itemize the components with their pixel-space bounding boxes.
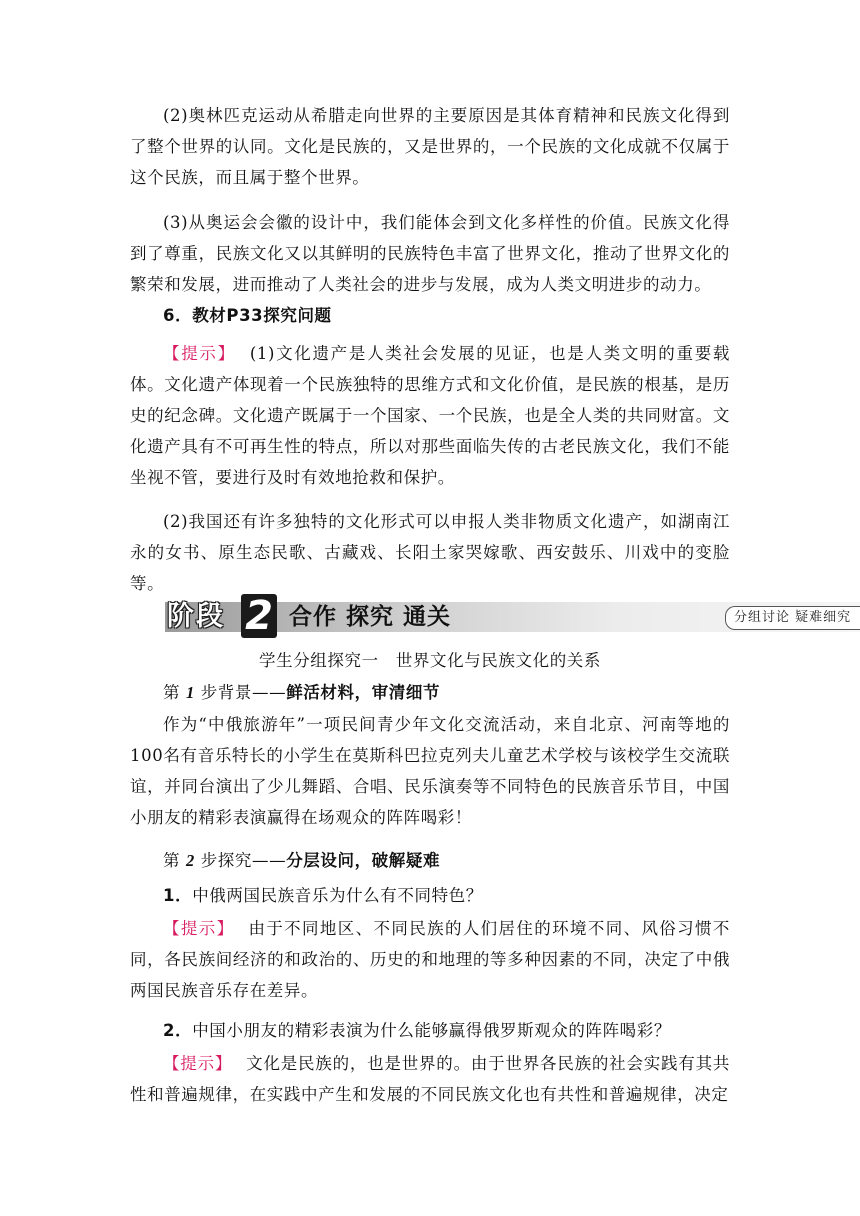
question-6-heading [130, 300, 730, 331]
question-1-number: 1． [163, 886, 193, 905]
tip-text: (1)文化遗产是人类社会发展的见证，也是人类文明的重要载体。文化遗产体现着一个民族独特的思维方式和文化价值，是民族的根基，是历史的纪念碑。文化遗产既属于一个国家、一个民族，也是全人类的共同财富。文化遗产具有不可再生性的特点，所以对那些面临失传的古老民族文化，我们不能坐视不管，要进行及时有效地抢救和保护。 [130, 344, 730, 487]
question-6-number: 6． [163, 306, 193, 325]
tip-label: 【提示】 [163, 1054, 233, 1073]
question-1-text: 中俄两国民族音乐为什么有不同特色？ [192, 886, 483, 905]
step-1-prefix: 第 [163, 683, 181, 702]
banner-stage-label: 阶段 [167, 601, 225, 632]
banner-title: 合作 探究 通关 [289, 604, 452, 630]
paragraph-answer-1 [130, 913, 730, 1006]
question-2-text: 中国小朋友的精彩表演为什么能够赢得俄罗斯观众的阵阵喝彩？ [192, 1021, 671, 1040]
question-2 [130, 1015, 730, 1046]
paragraph-background-material: 作为“中俄旅游年”一项民间青少年文化交流活动，来自北京、河南等地的100名有音乐特长的小学生在莫斯科巴拉克列夫儿童艺术学校与该校学生交流联谊，并同台演出了少儿舞蹈、合唱、民乐演奏等不同特色的民族音乐节目，中国小朋友的精彩表演赢得在场观众的阵阵喝彩！ [130, 715, 730, 827]
step-2-title: 分层设问，破解疑难 [286, 851, 441, 870]
question-2-number: 2． [163, 1021, 193, 1040]
step-2-heading [163, 845, 730, 876]
paragraph-heritage-tip [130, 338, 730, 493]
tip-label: 【提示】 [163, 919, 235, 938]
step-2-prefix: 第 [163, 851, 181, 870]
banner-stage-number: 2 [241, 594, 277, 638]
step-2-label: 步探究—— [200, 851, 287, 870]
answer-2-text: 文化是民族的，也是世界的。由于世界各民族的社会实践有其共性和普遍规律，在实践中产生和发展的不同民族文化也有共性和普遍规律，决定 [130, 1054, 730, 1104]
question-1 [130, 880, 730, 911]
step-1-number: 1 [185, 683, 195, 702]
step-1-title: 鲜活材料，审清细节 [286, 683, 441, 702]
paragraph-answer-2 [130, 1048, 730, 1110]
section-subtitle: 学生分组探究一 世界文化与民族文化的关系 [259, 651, 601, 670]
paragraph-olympic-reason: (2)奥林匹克运动从希腊走向世界的主要原因是其体育精神和民族文化得到了整个世界的认同。文化是民族的，又是世界的，一个民族的文化成就不仅属于这个民族，而且属于整个世界。 [130, 106, 730, 187]
tip-label: 【提示】 [163, 344, 236, 363]
step-1-heading [163, 677, 730, 708]
paragraph-olympic-emblem: (3)从奥运会会徽的设计中，我们能体会到文化多样性的价值。民族文化得到了尊重，民族文化又以其鲜明的民族特色丰富了世界文化，推动了世界文化的繁荣和发展，进而推动了人类社会的进步与发展，成为人类文明进步的动力。 [130, 213, 730, 294]
paragraph-heritage-examples: (2)我国还有许多独特的文化形式可以申报人类非物质文化遗产，如湖南江永的女书、原生态民歌、古藏戏、长阳土家哭嫁歌、西安鼓乐、川戏中的变脸等。 [130, 512, 730, 593]
step-2-number: 2 [185, 851, 195, 870]
step-1-label: 步背景—— [200, 683, 287, 702]
question-6-title: 教材P33探究问题 [192, 306, 332, 325]
section-banner [165, 593, 860, 639]
banner-tag: 分组讨论 疑难细究 [725, 606, 860, 630]
answer-1-text: 由于不同地区、不同民族的人们居住的环境不同、风俗习惯不同，各民族间经济的和政治的、历史的和地理的等多种因素的不同，决定了中俄两国民族音乐存在差异。 [130, 919, 730, 1000]
